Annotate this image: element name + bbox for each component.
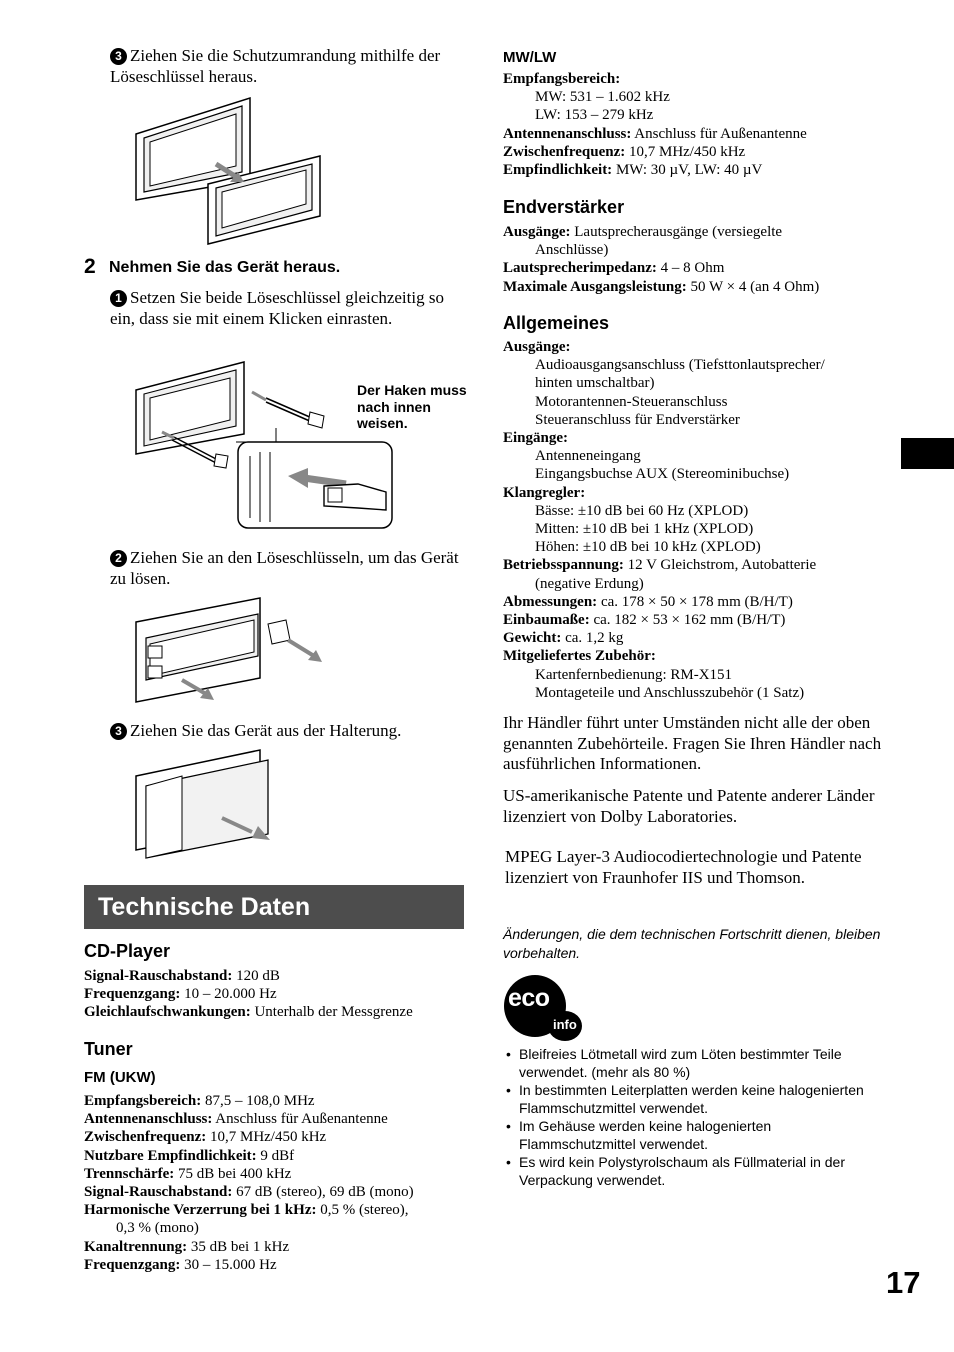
section-title: Technische Daten — [84, 885, 464, 929]
spec-label: Mitgeliefertes Zubehör: — [503, 648, 656, 665]
hook-note: Der Haken muss nach innen weisen. — [357, 382, 467, 431]
spec-value: MW: 30 µV, LW: 40 µV — [612, 162, 763, 179]
spec-value: 0,5 % (stereo), — [316, 1202, 409, 1219]
step-text: Ziehen Sie das Gerät aus der Halterung. — [130, 721, 402, 740]
spec-line — [503, 629, 825, 647]
spec-sub-value: Bässe: ±10 dB bei 60 Hz (XPLOD) — [535, 502, 749, 519]
spec-label: Antennenanschluss: — [503, 125, 632, 142]
spec-label: Ausgänge: — [503, 339, 571, 355]
spec-value: ca. 178 × 50 × 178 mm (B/H/T) — [597, 593, 793, 610]
spec-line — [84, 985, 413, 1003]
step-number-badge: 1 — [110, 290, 127, 307]
cd-heading: CD-Player — [84, 941, 171, 961]
spec-value: 10 – 20.000 Hz — [180, 986, 277, 1003]
eco-info-logo — [504, 975, 584, 1041]
tuner-heading: Tuner — [84, 1039, 133, 1059]
step-2-title: Nehmen Sie das Gerät heraus. — [109, 259, 341, 276]
spec-value: 35 dB bei 1 kHz — [187, 1238, 290, 1255]
dealer-note: Ihr Händler führt unter Umständen nicht alle der oben genannten Zubehörteile. Fragen Sie Ihren Händler nach ausführlichen Informationen. — [503, 713, 882, 773]
step-number-badge: 2 — [110, 550, 127, 567]
spec-line — [503, 143, 807, 161]
pull-keys-illustration — [132, 594, 332, 706]
fm-specs — [84, 1092, 414, 1274]
spec-value: Anschluss für Außenantenne — [212, 1111, 388, 1128]
amp-heading: Endverstärker — [503, 197, 625, 217]
spec-label: Nutzbare Empfindlichkeit: — [84, 1147, 257, 1164]
spec-sub-value: Mitten: ±10 dB bei 1 kHz (XPLOD) — [535, 521, 754, 538]
spec-value: Lautsprecherausgänge (versiegelte — [570, 224, 783, 240]
mpeg-note: MPEG Layer-3 Audiocodiertechnologie und Patente lizenziert von Fraunhofer IIS und Thomson. — [505, 847, 862, 887]
spec-label: Lautsprecherimpedanz: — [503, 260, 657, 277]
spec-label: Maximale Ausgangsleistung: — [503, 278, 687, 295]
spec-sub-value: hinten umschaltbar) — [535, 375, 655, 392]
spec-sub-value: Steueranschluss für Endverstärker — [535, 411, 740, 428]
frame-removal-illustration — [132, 92, 332, 248]
spec-line — [84, 1165, 414, 1183]
spec-line — [503, 70, 807, 88]
spec-line — [503, 647, 825, 665]
amp-specs — [503, 223, 819, 296]
spec-line — [84, 967, 413, 985]
dolby-note: US-amerikanische Patente und Patente anderer Länder lizenziert von Dolby Laboratories. — [503, 786, 875, 826]
spec-label: Antennenanschluss: — [84, 1111, 213, 1128]
spec-line — [503, 611, 825, 629]
spec-value: 50 W × 4 (an 4 Ohm) — [686, 278, 820, 295]
spec-sub-value: Antenneneingang — [535, 448, 641, 465]
spec-line — [503, 161, 807, 179]
spec-line — [503, 429, 825, 447]
info-text: info — [553, 1017, 577, 1032]
spec-label: Kanaltrennung: — [84, 1238, 188, 1255]
spec-value: 10,7 MHz/450 kHz — [206, 1129, 327, 1146]
spec-label: Abmessungen: — [503, 593, 598, 610]
spec-continuation: 0,3 % (mono) — [116, 1220, 199, 1237]
pull-unit-illustration — [132, 746, 282, 862]
general-specs — [503, 338, 825, 702]
spec-line — [503, 223, 819, 241]
spec-continuation: (negative Erdung) — [535, 575, 644, 592]
mwlw-specs — [503, 70, 807, 179]
change-note: Änderungen, die dem technischen Fortschritt dienen, bleiben vorbehalten. — [503, 926, 881, 961]
general-heading: Allgemeines — [503, 313, 610, 333]
spec-label: Betriebsspannung: — [503, 557, 624, 574]
step-1-3 — [110, 46, 470, 87]
spec-line — [503, 125, 807, 143]
spec-label: Signal-Rauschabstand: — [84, 968, 233, 984]
step-2-number: 2 — [84, 255, 96, 278]
spec-value: Unterhalb der Messgrenze — [250, 1004, 413, 1021]
spec-sub-value: Audioausgangsanschluss (Tiefsttonlautsprecher/ — [535, 357, 825, 374]
spec-sub-value: Höhen: ±10 dB bei 10 kHz (XPLOD) — [535, 539, 761, 556]
spec-label: Einbaumaße: — [503, 612, 590, 629]
spec-line — [84, 1238, 414, 1256]
step-2-2 — [110, 548, 470, 589]
spec-label: Zwischenfrequenz: — [84, 1129, 207, 1146]
spec-value: ca. 182 × 53 × 162 mm (B/H/T) — [589, 612, 786, 629]
spec-line — [503, 259, 819, 277]
spec-value: 75 dB bei 400 kHz — [174, 1165, 292, 1182]
spec-value: 10,7 MHz/450 kHz — [625, 143, 746, 160]
list-item: • In bestimmten Leiterplatten werden keine halogenierten Flammschutzmittel verwendet. — [503, 1081, 878, 1117]
spec-line — [503, 278, 819, 296]
spec-label: Empfangsbereich: — [84, 1093, 202, 1109]
spec-value: 87,5 – 108,0 MHz — [201, 1093, 315, 1109]
spec-sub-value: Kartenfernbedienung: RM-X151 — [535, 666, 733, 683]
spec-label: Zwischenfrequenz: — [503, 143, 626, 160]
spec-line — [84, 1003, 413, 1021]
spec-value: Anschluss für Außenantenne — [631, 125, 807, 142]
step-text: Ziehen Sie an den Löseschlüsseln, um das Gerät zu lösen. — [110, 548, 459, 588]
spec-line — [503, 556, 825, 574]
spec-continuation: Anschlüsse) — [535, 242, 609, 259]
spec-value: 9 dBf — [256, 1147, 295, 1164]
spec-line — [84, 1110, 414, 1128]
eco-text: eco — [508, 984, 550, 1012]
eco-bullet-list — [503, 1045, 878, 1189]
spec-line — [503, 593, 825, 611]
list-item: • Im Gehäuse werden keine halogenierten Flammschutzmittel verwendet. — [503, 1117, 878, 1153]
fm-heading: FM (UKW) — [84, 1069, 156, 1086]
spec-sub-value: MW: 531 – 1.602 kHz — [535, 89, 670, 106]
cd-specs — [84, 967, 413, 1022]
spec-line — [503, 484, 825, 502]
spec-label: Klangregler: — [503, 484, 586, 501]
step-number-badge: 3 — [110, 48, 127, 65]
spec-line — [503, 338, 825, 356]
spec-sub-value: Motorantennen-Steueranschluss — [535, 393, 728, 410]
spec-label: Harmonische Verzerrung bei 1 kHz: — [84, 1202, 317, 1219]
list-item: • Es wird kein Polystyrolschaum als Füllmaterial in der Verpackung verwendet. — [503, 1153, 878, 1189]
step-text: Setzen Sie beide Löseschlüssel gleichzeitig so ein, dass sie mit einem Klicken einrasten. — [110, 288, 444, 328]
spec-label: Frequenzgang: — [84, 1256, 181, 1273]
spec-sub-value: LW: 153 – 279 kHz — [535, 107, 654, 124]
spec-label: Empfangsbereich: — [503, 71, 621, 87]
mwlw-heading: MW/LW — [503, 49, 557, 66]
spec-line — [84, 1092, 414, 1110]
page-number: 17 — [886, 1265, 921, 1300]
spec-line — [84, 1256, 414, 1274]
spec-sub-value: Eingangsbuchse AUX (Stereominibuchse) — [535, 466, 790, 483]
step-text: Ziehen Sie die Schutzumrandung mithilfe der Löseschlüssel heraus. — [110, 46, 441, 86]
step-2-3 — [110, 721, 470, 742]
spec-value: 4 – 8 Ohm — [656, 260, 725, 277]
step-number-badge: 3 — [110, 723, 127, 740]
spec-value: 67 dB (stereo), 69 dB (mono) — [232, 1184, 414, 1201]
spec-value: 30 – 15.000 Hz — [180, 1256, 277, 1273]
spec-value: 120 dB — [232, 968, 280, 984]
spec-label: Frequenzgang: — [84, 986, 181, 1003]
list-item: • Bleifreies Lötmetall wird zum Löten bestimmter Teile verwendet. (mehr als 80 %) — [503, 1045, 878, 1081]
spec-line — [84, 1128, 414, 1146]
spec-sub-value: Montageteile und Anschlusszubehör (1 Satz) — [535, 684, 805, 701]
spec-line — [84, 1147, 414, 1165]
spec-label: Empfindlichkeit: — [503, 162, 613, 179]
spec-label: Trennschärfe: — [84, 1165, 175, 1182]
spec-label: Gleichlaufschwankungen: — [84, 1004, 251, 1021]
spec-label: Signal-Rauschabstand: — [84, 1184, 233, 1201]
page-side-marker — [901, 438, 954, 469]
spec-label: Eingänge: — [503, 430, 569, 447]
spec-label: Ausgänge: — [503, 224, 571, 240]
spec-label: Gewicht: — [503, 630, 562, 647]
spec-line — [84, 1183, 414, 1201]
spec-value: ca. 1,2 kg — [561, 630, 624, 647]
spec-line — [84, 1201, 414, 1219]
spec-value: 12 V Gleichstrom, Autobatterie — [623, 557, 817, 574]
step-2-1 — [110, 288, 460, 329]
